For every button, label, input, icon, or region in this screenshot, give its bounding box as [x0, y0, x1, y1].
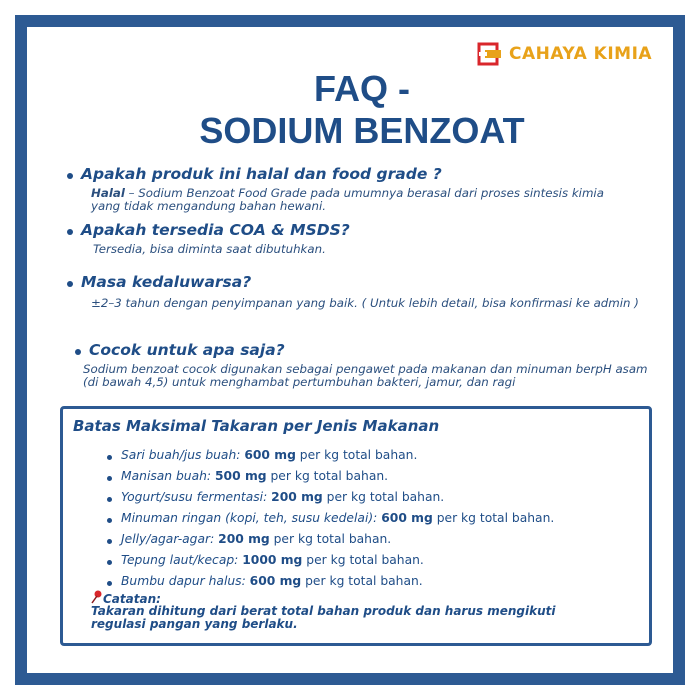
dosage-item — [121, 490, 444, 504]
faq-question-3: Masa kedaluwarsa? — [81, 273, 252, 291]
faq-answer-1-text: – Sodium Benzoat Food Grade pada umumnya berasal dari proses sintesis kimia yang tidak mengandung bahan hewani. — [91, 186, 604, 213]
faq-answer-1 — [91, 187, 631, 213]
page-frame — [15, 15, 685, 685]
dosage-item-suffix: per kg total bahan. — [302, 553, 424, 567]
note-body: Takaran dihitung dari berat total bahan produk dan harus mengikuti regulasi pangan yang berlaku. — [91, 604, 556, 631]
dosage-item-suffix: per kg total bahan. — [266, 469, 389, 483]
dosage-item-amount: 200 mg — [271, 490, 323, 504]
dosage-item-label: Bumbu dapur halus: — [121, 574, 246, 588]
pushpin-icon — [91, 590, 103, 604]
bullet-icon — [107, 497, 112, 502]
dosage-item — [121, 553, 424, 567]
brand-logo — [477, 41, 652, 67]
brand-name: CAHAYA KIMIA — [509, 44, 653, 64]
dosage-item-suffix: per kg total bahan. — [295, 448, 418, 462]
faq-answer-4: Sodium benzoat cocok digunakan sebagai pengawet pada makanan dan minuman berpH asam (di bawah 4,5) untuk menghambat pertumbuhan bakteri, jamur, dan ragi — [83, 362, 648, 389]
dosage-item — [121, 511, 554, 525]
page-title-line2: SODIUM BENZOAT — [199, 110, 525, 151]
dosage-item-label: Sari buah/jus buah: — [121, 448, 241, 462]
faq-question-4: Cocok untuk apa saja? — [89, 341, 285, 359]
dosage-item-amount: 600 mg — [244, 448, 296, 462]
bullet-icon — [107, 476, 112, 481]
bullet-icon — [107, 455, 112, 460]
faq-question-2: Apakah tersedia COA & MSDS? — [81, 221, 350, 239]
bullet-icon — [107, 581, 112, 586]
dosage-item — [121, 532, 391, 546]
dosage-item-suffix: per kg total bahan. — [322, 490, 445, 504]
page-title-line1: FAQ - — [314, 68, 410, 109]
note-title: Catatan: — [103, 592, 161, 606]
dosage-item-amount: 200 mg — [218, 532, 270, 546]
dosage-item-suffix: per kg total bahan. — [432, 511, 555, 525]
dosage-item-label: Jelly/agar-agar: — [121, 532, 215, 546]
faq-answer-2: Tersedia, bisa diminta saat dibutuhkan. — [93, 242, 326, 256]
dosage-item-label: Minuman ringan (kopi, teh, susu kedelai): — [121, 511, 378, 525]
dosage-item-label: Manisan buah: — [121, 469, 212, 483]
dosage-item-amount: 600 mg — [249, 574, 302, 588]
faq-answer-3: ±2–3 tahun dengan penyimpanan yang baik. ( Untuk lebih detail, bisa konfirmasi ke admin ) — [91, 296, 639, 310]
dosage-item-amount: 500 mg — [215, 469, 267, 483]
dosage-item-label: Tepung laut/kecap: — [121, 553, 239, 567]
bullet-icon — [67, 229, 73, 235]
dosage-item-label: Yogurt/susu fermentasi: — [121, 490, 268, 504]
dosage-item — [121, 574, 423, 588]
cahaya-kimia-logo-icon — [477, 41, 503, 67]
dosage-box-title: Batas Maksimal Takaran per Jenis Makanan — [73, 417, 440, 435]
bullet-icon — [107, 539, 112, 544]
faq-question-1: Apakah produk ini halal dan food grade ? — [81, 165, 442, 183]
dosage-item — [121, 469, 388, 483]
bullet-icon — [67, 173, 73, 179]
dosage-item — [121, 448, 417, 462]
dosage-item-amount: 600 mg — [381, 511, 433, 525]
bullet-icon — [107, 518, 112, 523]
dosage-item-suffix: per kg total bahan. — [301, 574, 423, 588]
faq-answer-1-bold: Halal — [91, 186, 125, 200]
bullet-icon — [107, 560, 112, 565]
bullet-icon — [75, 349, 81, 355]
dosage-limits-box — [60, 406, 652, 646]
dosage-item-suffix: per kg total bahan. — [269, 532, 392, 546]
bullet-icon — [67, 281, 73, 287]
dosage-item-amount: 1000 mg — [242, 553, 303, 567]
